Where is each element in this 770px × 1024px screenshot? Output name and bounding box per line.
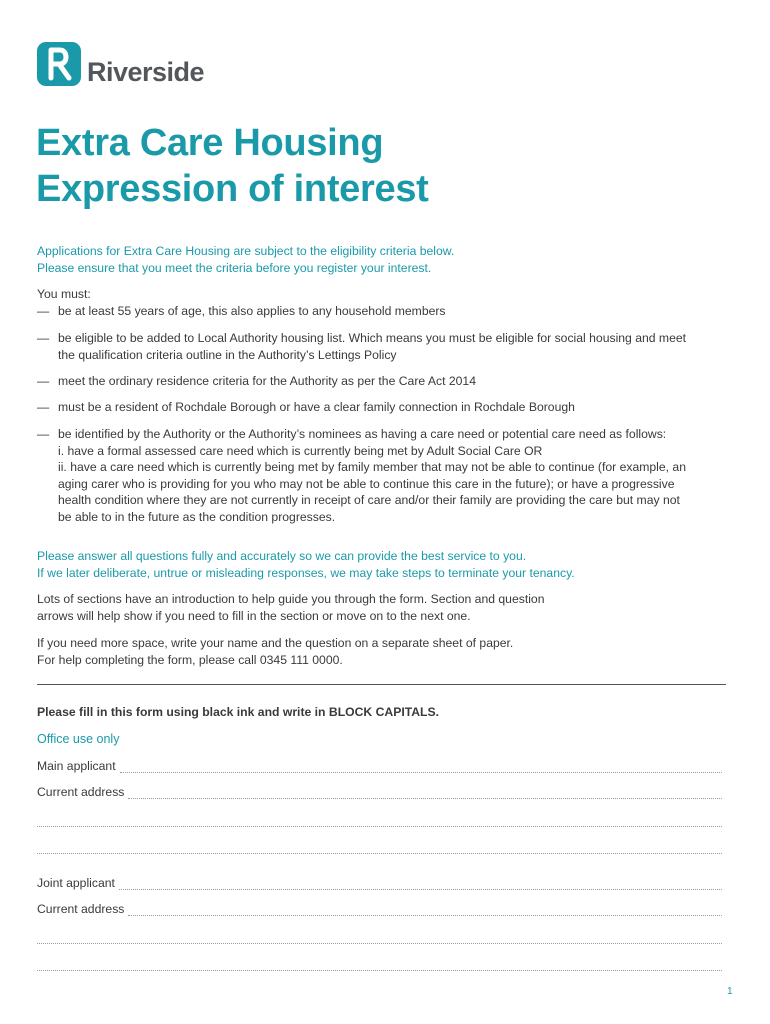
criteria-item (37, 426, 737, 525)
current-address-field[interactable] (37, 785, 722, 799)
criteria-line: i. have a formal assessed care need which is currently being met by Adult Social Care OR (58, 443, 543, 458)
joint-applicant-label: Joint applicant (37, 876, 115, 890)
paragraph-line: arrows will help show if you need to fill in the section or move on to the next one. (37, 609, 471, 623)
must-label: You must: (37, 287, 91, 301)
address-continuation-line[interactable] (37, 943, 722, 944)
main-applicant-field[interactable] (37, 759, 722, 773)
paragraph-line: For help completing the form, please call 0345 111 0000. (37, 653, 343, 667)
answer-notice (37, 548, 575, 582)
joint-applicant-field[interactable] (37, 876, 722, 890)
answer-line: If we later deliberate, untrue or misleading responses, we may take steps to terminate your tenancy. (37, 566, 575, 580)
form-instruction: Please fill in this form using black ink and write in BLOCK CAPITALS. (37, 705, 440, 719)
dash-bullet: — (37, 304, 50, 318)
address-continuation-line[interactable] (37, 970, 722, 971)
page-number: 1 (727, 986, 733, 997)
sections-paragraph (37, 591, 544, 625)
page-title (36, 120, 429, 212)
paragraph-line: If you need more space, write your name and the question on a separate sheet of paper. (37, 636, 514, 650)
dash-bullet: — (37, 400, 50, 414)
criteria-line: the qualification criteria outline in the Authority’s Lettings Policy (58, 347, 397, 362)
main-applicant-label: Main applicant (37, 759, 116, 773)
riverside-logo-icon (37, 42, 81, 86)
joint-current-address-label: Current address (37, 902, 125, 916)
dash-bullet: — (37, 374, 50, 388)
criteria-item (37, 373, 737, 390)
joint-applicant-input-line[interactable] (119, 877, 722, 890)
main-applicant-input-line[interactable] (120, 760, 722, 773)
intro-line: Applications for Extra Care Housing are subject to the eligibility criteria below. (37, 244, 455, 258)
criteria-item (37, 303, 737, 320)
criteria-line: aging carer who is providing for you who may not be able to continue this care in the future); or have a progressive (58, 476, 675, 491)
criteria-line: ii. have a care need which is currently being met by family member that may not be able to continue (for example, an (58, 460, 686, 474)
address-continuation-line[interactable] (37, 853, 722, 854)
intro-text (37, 243, 454, 277)
joint-current-address-input-line[interactable] (128, 903, 722, 916)
criteria-line: meet the ordinary residence criteria for the Authority as per the Care Act 2014 (58, 374, 476, 388)
address-continuation-line[interactable] (37, 826, 722, 827)
criteria-line: be at least 55 years of age, this also applies to any household members (58, 304, 446, 318)
answer-line: Please answer all questions fully and accurately so we can provide the best service to you. (37, 549, 527, 563)
criteria-item (37, 399, 737, 416)
office-use-heading: Office use only (37, 732, 120, 746)
criteria-item (37, 330, 737, 363)
criteria-line: must be a resident of Rochdale Borough or have a clear family connection in Rochdale Borough (58, 400, 575, 414)
dash-bullet: — (37, 331, 50, 345)
dash-bullet: — (37, 427, 50, 441)
criteria-line: be able to in the future as the condition progresses. (58, 509, 336, 524)
riverside-logo (37, 42, 204, 86)
divider (37, 684, 726, 685)
space-paragraph (37, 635, 513, 669)
criteria-line: health condition where they are not currently in receipt of care and/or their family are providing the care but may not (58, 493, 680, 507)
intro-line: Please ensure that you meet the criteria before you register your interest. (37, 261, 432, 275)
joint-current-address-field[interactable] (37, 902, 722, 916)
criteria-line: be identified by the Authority or the Authority’s nominees as having a care need or potential care need as follows: (58, 427, 667, 441)
title-line-1: Extra Care Housing (36, 122, 384, 164)
current-address-label: Current address (37, 785, 125, 799)
brand-name: Riverside (87, 57, 205, 87)
current-address-input-line[interactable] (128, 786, 722, 799)
criteria-line: be eligible to be added to Local Authority housing list. Which means you must be eligible for social housing and meet (58, 331, 687, 345)
paragraph-line: Lots of sections have an introduction to help guide you through the form. Section and question (37, 592, 545, 606)
title-line-2: Expression of interest (36, 168, 429, 210)
